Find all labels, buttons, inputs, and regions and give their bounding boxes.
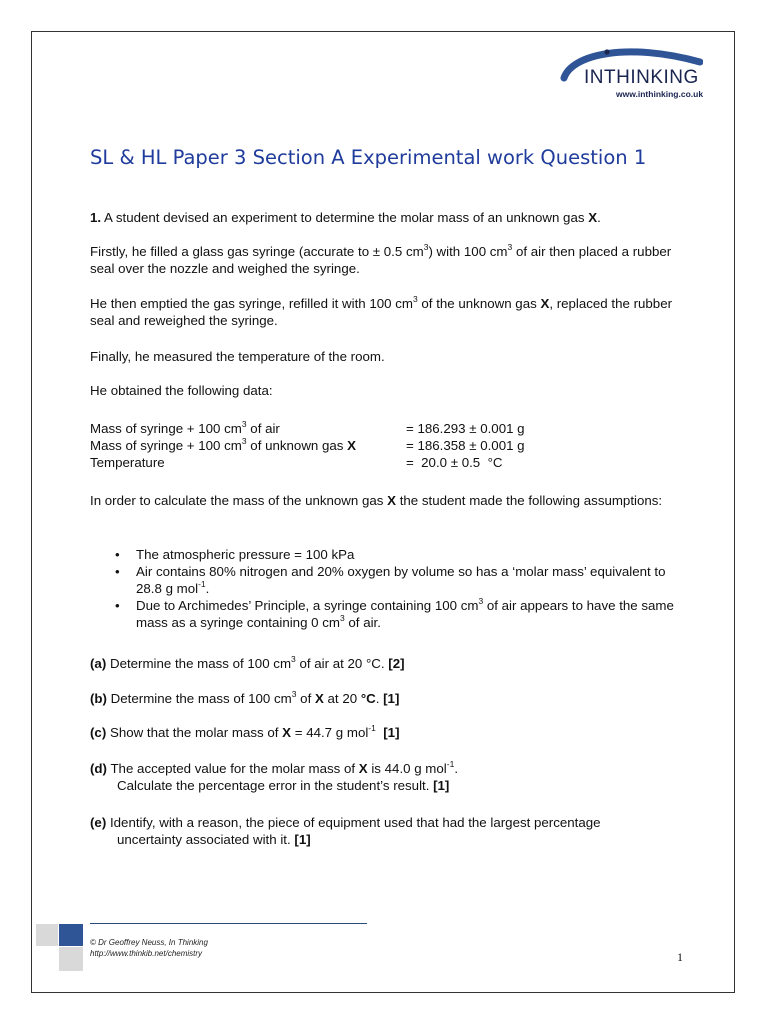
- sub-question-c: (c) Show that the molar mass of X = 44.7 g mol$^{-1}$ [1]: [90, 722, 400, 740]
- paragraph-syringe-gas: He then emptied the gas syringe, refilled it with 100 $cm^3$ of the unknown gas X, replaced the rubber seal and reweighed the syringe.: [90, 293, 673, 328]
- logo-wordmark: INTHINKING: [584, 67, 699, 88]
- question-number: 1.: [90, 210, 102, 225]
- list-item: • The atmospheric pressure = 100 kPa: [90, 546, 690, 563]
- sub-question-e: (e) Identify, with a reason, the piece of equipment used that had the largest percentage uncertainty associated with it. [1]: [90, 815, 601, 847]
- footer-square-grey: [59, 947, 83, 971]
- page-number: 1: [677, 950, 683, 964]
- paragraph-temperature: Finally, he measured the temperature of the room.: [90, 349, 385, 364]
- list-item: • Air contains 80% nitrogen and 20% oxygen by volume so has a ‘molar mass’ equivalent to 28.8 g mol$^{-1}$.: [90, 563, 690, 597]
- question-intro: 1. A student devised an experiment to determine the molar mass of an unknown gas X.: [90, 210, 601, 225]
- assumptions-list: [90, 546, 690, 631]
- logo-url: www.inthinking.co.uk: [616, 89, 704, 99]
- list-item: • Due to Archimedes’ Principle, a syringe containing 100 $cm^3$ of air appears to have the same mass as a syringe containing 0 $cm^3$ of air.: [90, 597, 690, 631]
- footer-square-grey: [36, 924, 58, 946]
- page-border: [31, 31, 735, 993]
- sub-question-d: (d) The accepted value for the molar mass of X is 44.0 g mol$^{-1}$. Calculate the percentage error in the student’s result. [1]: [90, 758, 459, 793]
- footer-rule: [90, 923, 367, 924]
- sub-question-b: (b) Determine the mass of 100 $cm^3$ of X at 20 °C. [1]: [90, 688, 400, 706]
- paragraph-data-intro: He obtained the following data:: [90, 383, 273, 398]
- paragraph-syringe-air: Firstly, he filled a glass gas syringe (accurate to ± 0.5 $cm^3$) with 100 $cm^3$ of air then placed a rubber seal over the nozzle and weighed the syringe.: [90, 241, 672, 276]
- inthinking-logo: [558, 44, 703, 104]
- sub-question-a: (a) Determine the mass of 100 $cm^3$ of air at 20 °C. [2]: [90, 653, 405, 671]
- footer-square-blue: [59, 924, 83, 946]
- footer-credit: © Dr Geoffrey Neuss, In Thinking http://www.thinkib.net/chemistry: [90, 938, 208, 958]
- page-title: SL & HL Paper 3 Section A Experimental work Question 1: [90, 146, 647, 169]
- paragraph-assumptions-intro: In order to calculate the mass of the unknown gas X the student made the following assumptions:: [90, 493, 663, 508]
